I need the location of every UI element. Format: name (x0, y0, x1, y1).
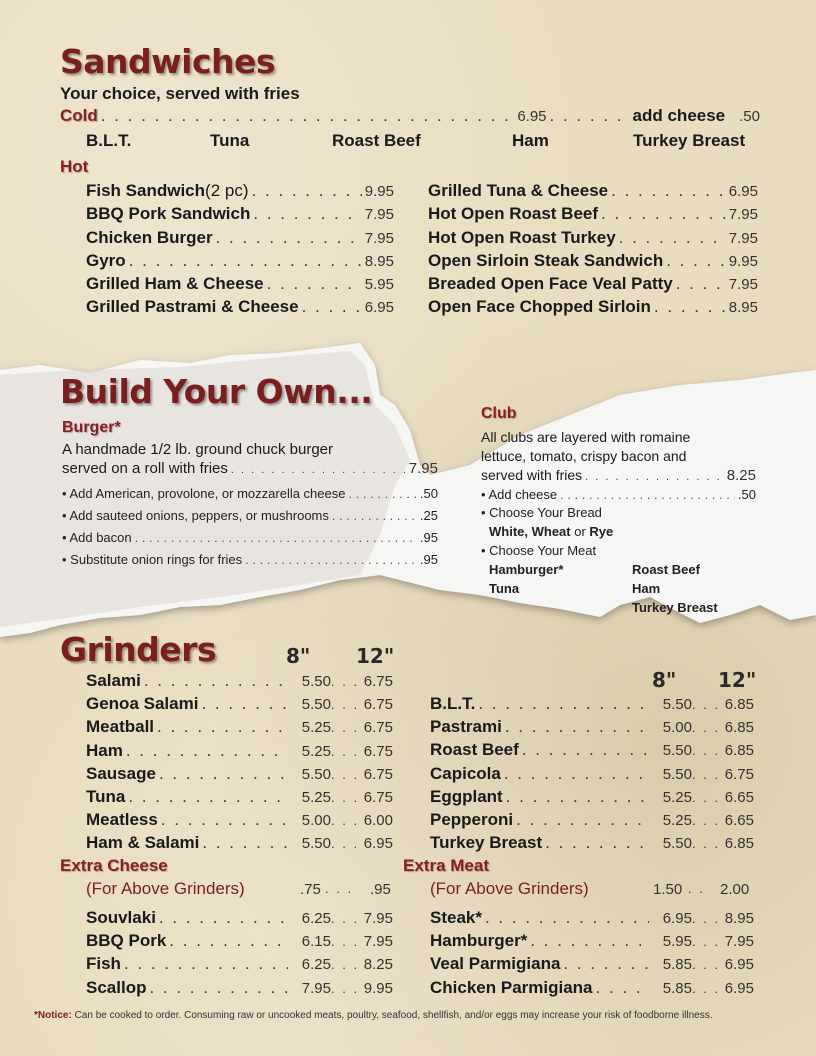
price-8in: 5.00 (662, 719, 692, 737)
build-title: Build Your Own... (60, 372, 373, 411)
grinder-row (430, 978, 754, 998)
grinder-name: Tuna (86, 787, 126, 806)
price-8in: 5.50 (301, 765, 331, 783)
menu-item: Gyro . . . 8.95 (86, 251, 394, 271)
grinder-row (430, 954, 754, 974)
club-meat: Ham (632, 581, 661, 596)
price-8in: 5.25 (662, 788, 692, 806)
menu-item: BBQ Pork Sandwich . . . 7.95 (86, 204, 394, 224)
menu-item: Open Sirloin Steak Sandwich . . . 9.95 (428, 251, 758, 271)
grinder-name: Meatless (86, 810, 158, 830)
price-8in: 6.25 (301, 910, 331, 927)
price-12in: 9.95 (363, 979, 393, 997)
size-header-12: 12" (718, 668, 757, 692)
grinder-row (430, 787, 754, 807)
price-8in: 6.95 (662, 910, 692, 927)
leader-dots: . . . (331, 836, 360, 852)
price-8in: 5.85 (662, 979, 692, 997)
menu-item: Grilled Pastrami & Cheese . . . 6.95 (86, 297, 394, 317)
club-desc: lettuce, tomato, crispy bacon and (481, 448, 687, 464)
grinder-row (430, 810, 754, 830)
leader-dots (522, 740, 649, 760)
extra-meat-p1: 1.50 (653, 881, 683, 898)
leader-dots: . . . (331, 720, 360, 736)
price-12in: 8.25 (363, 956, 393, 974)
price-12in: 6.75 (363, 673, 393, 690)
leader-dots: . . . (331, 934, 360, 950)
club-meat: Roast Beef (632, 562, 700, 577)
price-12in: 6.65 (724, 812, 754, 829)
club-meat: Tuna (489, 581, 520, 596)
grinder-row (86, 954, 393, 974)
grinder-name: Scallop (86, 977, 147, 997)
sandwiches-subtitle: Your choice, served with fries (60, 84, 300, 103)
leader-dots: . . . (331, 697, 360, 713)
leader-dots (202, 833, 288, 853)
leader-dots: . . (688, 881, 705, 896)
leader-dots: . . . (692, 836, 721, 852)
cold-item: B.L.T. (86, 131, 132, 150)
extra-meat-note: (For Above Grinders) (430, 879, 589, 898)
leader-dots: . . . (331, 766, 360, 782)
leader-dots: . . . (331, 790, 360, 805)
grinder-row (86, 978, 393, 998)
cold-item: Tuna (210, 131, 250, 150)
grinder-row (86, 741, 393, 761)
grinder-name: Eggplant (430, 786, 503, 806)
leader-dots (485, 908, 649, 928)
price-8in: 5.25 (662, 812, 692, 829)
leader-dots (128, 787, 288, 807)
menu-item: Grilled Tuna & Cheese . . . 6.95 (428, 181, 758, 201)
grinder-row (86, 810, 393, 830)
club-meat: Hamburger* (489, 562, 564, 577)
grinder-name: Roast Beef (430, 740, 519, 760)
leader-dots (101, 106, 515, 126)
cold-item: Roast Beef (332, 131, 421, 150)
burger-price-row: served on a roll with fries . . . 7.95 (62, 460, 438, 477)
leader-dots: . . . (331, 743, 360, 759)
burger-desc: A handmade 1/2 lb. ground chuck burger (62, 441, 334, 458)
leader-dots (144, 671, 288, 691)
grinder-row (86, 694, 393, 714)
size-header-8: 8" (286, 644, 311, 668)
grinder-name: Sausage (86, 763, 156, 783)
grinder-row (86, 787, 393, 807)
leader-dots: . . . (692, 789, 721, 805)
price-8in: 5.50 (301, 835, 331, 853)
leader-dots (530, 931, 649, 951)
grinder-name: Hamburger* (430, 931, 528, 951)
grinder-row (430, 833, 754, 853)
price-12in: 8.95 (724, 910, 754, 927)
price-12in: 7.95 (363, 933, 393, 951)
leader-dots: . . . (692, 980, 721, 996)
grinder-name: Capicola (430, 763, 501, 783)
grinder-row (430, 764, 754, 784)
price-8in: 5.25 (301, 742, 331, 760)
leader-dots: . . . (692, 957, 721, 973)
cold-item: Ham (512, 131, 549, 150)
leader-dots (504, 764, 649, 784)
size-header-12: 12" (356, 644, 395, 668)
menu-item: Fish Sandwich (2 pc) . . . 9.95 (86, 181, 394, 201)
burger-addon: • Add sauteed onions, peppers, or mushrooms . . . .25 (62, 508, 438, 523)
burger-label: Burger* (62, 419, 121, 436)
grinder-name: Salami (86, 671, 141, 690)
leader-dots (545, 833, 649, 853)
leader-dots (159, 764, 288, 784)
notice: *Notice: Can be cooked to order. Consuming raw or uncooked meats, poultry, seafood, shellfish, and/or eggs may increase your risk of foodborne illness. (34, 1010, 713, 1021)
menu-item: Open Face Chopped Sirloin . . . 8.95 (428, 297, 758, 317)
sandwiches-title: Sandwiches (60, 42, 276, 81)
cold-label: Cold (60, 106, 98, 125)
leader-dots (201, 694, 288, 714)
leader-dots: . . . (692, 813, 721, 828)
grinder-row (430, 908, 754, 928)
price-12in: 7.95 (724, 933, 754, 951)
extra-cheese-p2: .95 (370, 881, 391, 898)
leader-dots (596, 978, 649, 998)
grinder-row (86, 671, 393, 691)
menu-item: Breaded Open Face Veal Patty . . . 7.95 (428, 274, 758, 294)
club-choose-bread: • Choose Your Bread (481, 505, 602, 520)
extra-meat-p2: 2.00 (720, 881, 750, 898)
hot-label: Hot (60, 157, 89, 176)
price-8in: 5.00 (301, 812, 331, 830)
leader-dots: . . . (692, 720, 721, 736)
cold-row (60, 106, 760, 126)
menu-item: Chicken Burger . . . 7.95 (86, 228, 394, 248)
leader-dots (159, 908, 288, 928)
price-8in: 5.50 (301, 673, 331, 690)
price-12in: 6.95 (724, 956, 754, 974)
leader-dots (157, 717, 288, 737)
price-12in: 7.95 (363, 910, 393, 927)
leader-dots: . . . (692, 743, 721, 759)
price-12in: 6.85 (724, 742, 754, 760)
price-8in: 6.15 (301, 933, 331, 951)
club-desc: All clubs are layered with romaine (481, 429, 691, 445)
grinder-name: Turkey Breast (430, 833, 543, 853)
price-12in: 6.00 (363, 812, 393, 830)
price-8in: 5.85 (662, 956, 692, 974)
leader-dots: . . . (692, 697, 721, 712)
cold-price: 6.95 (517, 108, 547, 125)
price-12in: 6.95 (724, 979, 754, 997)
leader-dots (126, 741, 288, 761)
add-cheese-label: add cheese (632, 106, 726, 125)
extra-meat-label: Extra Meat (403, 856, 489, 875)
grinder-row (430, 931, 754, 951)
grinder-row (86, 931, 393, 951)
add-cheese-price: .50 (739, 108, 760, 125)
grinder-row (430, 717, 754, 737)
grinder-name: Chicken Parmigiana (430, 977, 593, 997)
price-12in: 6.85 (724, 696, 754, 713)
club-choose-meat: • Choose Your Meat (481, 543, 597, 558)
grinder-name: Veal Parmigiana (430, 954, 561, 974)
burger-addon: • Add bacon . . . .95 (62, 530, 438, 545)
grinder-name: Pastrami (430, 717, 502, 737)
club-add-cheese: • Add cheese . . . .50 (481, 487, 756, 502)
leader-dots: . . . (331, 813, 360, 829)
burger-addon: • Add American, provolone, or mozzarella cheese . . . .50 (62, 486, 438, 501)
grinder-name: Ham (86, 740, 123, 760)
grinder-row (430, 694, 754, 714)
price-12in: 6.75 (363, 742, 393, 760)
grinder-name: Pepperoni (430, 810, 514, 829)
size-header-8: 8" (652, 668, 677, 692)
price-12in: 6.75 (724, 765, 754, 783)
price-8in: 5.95 (662, 933, 692, 951)
leader-dots: . . . (692, 934, 721, 950)
grinder-row (430, 740, 754, 760)
leader-dots (516, 810, 649, 830)
price-8in: 5.50 (662, 835, 692, 853)
menu-item: Grilled Ham & Cheese . . . 5.95 (86, 274, 394, 294)
grinder-row (86, 833, 393, 853)
club-label: Club (481, 405, 517, 422)
leader-dots: . . . (325, 881, 354, 896)
price-8in: 5.50 (662, 765, 692, 783)
price-8in: 6.25 (301, 956, 331, 974)
menu-item: Hot Open Roast Turkey . . . 7.95 (428, 228, 758, 248)
leader-dots: . . . (692, 911, 721, 926)
price-8in: 5.25 (301, 719, 331, 737)
club-breads: White, Wheat or Rye (489, 524, 614, 539)
price-12in: 6.75 (363, 719, 393, 737)
club-meat: Turkey Breast (632, 600, 718, 615)
menu-item: Hot Open Roast Beef . . . 7.95 (428, 204, 758, 224)
price-8in: 5.25 (301, 789, 331, 806)
grinder-name: Meatball (86, 717, 155, 737)
price-12in: 6.85 (724, 835, 754, 853)
extra-cheese-label: Extra Cheese (60, 856, 168, 875)
price-8in: 5.50 (662, 742, 692, 760)
cold-item: Turkey Breast (633, 131, 746, 150)
leader-dots (161, 810, 288, 830)
grinder-name: Fish (86, 954, 121, 974)
leader-dots (169, 931, 288, 951)
grinder-row (86, 908, 393, 928)
price-8in: 5.50 (662, 696, 692, 713)
leader-dots (506, 787, 649, 807)
grinder-name: B.L.T. (430, 694, 476, 713)
extra-cheese-note: (For Above Grinders) (86, 879, 245, 898)
leader-dots (124, 954, 288, 974)
leader-dots (478, 694, 649, 714)
price-8in: 5.50 (301, 696, 331, 714)
price-12in: 6.95 (363, 835, 393, 853)
grinder-name: Souvlaki (86, 908, 156, 927)
leader-dots: . . . (331, 911, 360, 926)
price-8in: 7.95 (301, 979, 331, 997)
grinders-title: Grinders (60, 630, 217, 669)
price-12in: 6.65 (724, 788, 754, 806)
leader-dots: . . . (692, 766, 721, 782)
leader-dots (149, 978, 288, 998)
grinder-row (86, 717, 393, 737)
grinder-name: Ham & Salami (86, 833, 200, 853)
grinder-name: Genoa Salami (86, 694, 199, 714)
extra-cheese-p1: .75 (300, 881, 321, 898)
leader-dots: . . . (331, 980, 360, 996)
burger-addon: • Substitute onion rings for fries . . . .95 (62, 552, 438, 567)
price-12in: 6.75 (363, 765, 393, 783)
price-12in: 6.75 (363, 696, 393, 714)
grinder-row (86, 764, 393, 784)
leader-dots (550, 106, 630, 126)
leader-dots: . . . (331, 957, 360, 973)
leader-dots (505, 717, 649, 737)
price-12in: 6.85 (724, 719, 754, 737)
leader-dots (563, 954, 649, 974)
leader-dots: . . . (331, 674, 360, 689)
grinder-name: Steak* (430, 908, 482, 927)
grinder-name: BBQ Pork (86, 931, 167, 951)
price-12in: 6.75 (363, 789, 393, 806)
club-price-row: served with fries . . . 8.25 (481, 467, 756, 484)
